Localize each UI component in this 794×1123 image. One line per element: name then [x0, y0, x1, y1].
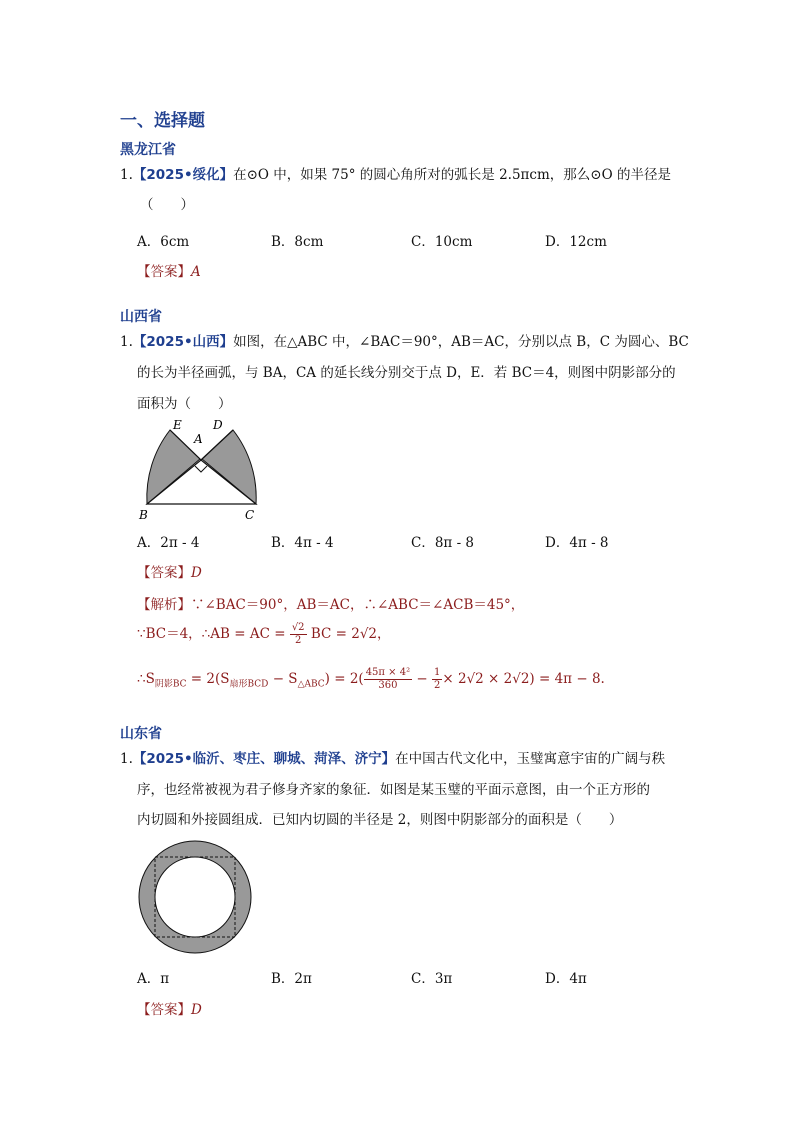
label-b: B — [139, 508, 148, 522]
answer-label: 【答案】 — [137, 1002, 191, 1018]
solution-text: − S — [268, 671, 298, 687]
option-b: B．8cm — [271, 234, 324, 250]
answer-value: A — [191, 264, 201, 280]
question-number: 1. — [120, 751, 133, 767]
option-a: A．2π - 4 — [137, 535, 200, 551]
question-line: 在⊙O 中，如果 75° 的圆心角所对的弧长是 2.5πcm，那么⊙O 的半径是 — [233, 167, 671, 183]
answer-label: 【答案】 — [137, 565, 191, 581]
question-line-2: 的长为半径画弧，与 BA，CA 的延长线分别交于点 D，E．若 BC＝4，则图中阴影部分的 — [137, 365, 676, 381]
label-a: A — [194, 432, 203, 446]
option-a: A．6cm — [137, 234, 190, 250]
solution-text: ∴S — [137, 671, 155, 687]
fraction-numerator: 1 — [434, 667, 441, 678]
fraction — [432, 667, 442, 692]
solution-text: × 2√2 × 2√2) = 4π − 8. — [442, 671, 605, 687]
jade-disc-figure — [136, 838, 254, 956]
answer-shandong — [137, 998, 202, 1018]
answer-label: 【答案】 — [137, 264, 191, 280]
option-c: C．8π - 8 — [411, 535, 475, 551]
fraction-numerator: 45π × 4² — [365, 667, 411, 678]
question-line: 在中国古代文化中，玉璧寓意宇宙的广阔与秩 — [395, 751, 666, 767]
solution-text: ∵∠BAC＝90°，AB＝AC，∴∠ABC＝∠ACB＝45°， — [191, 597, 525, 613]
province-heading-shandong: 山东省 — [120, 726, 162, 742]
triangle-arcs-figure — [130, 415, 270, 525]
question-line-3: 内切圆和外接圆组成．已知内切圆的半径是 2，则图中阴影部分的面积是（ ） — [137, 812, 623, 828]
question-line: 如图，在△ABC 中，∠BAC＝90°，AB＝AC，分别以点 B，C 为圆心、BC — [233, 334, 689, 350]
province-heading-heilongjiang: 黑龙江省 — [120, 142, 176, 158]
fraction-numerator: √2 — [291, 622, 305, 633]
option-b: B．4π - 4 — [271, 535, 334, 551]
section-title: 一、选择题 — [120, 111, 205, 131]
question-number: 1. — [120, 167, 133, 183]
solution-text: − — [412, 671, 432, 687]
question-source: 【2025•绥化】 — [132, 167, 234, 183]
subscript: 阴影BC — [154, 679, 187, 690]
answer-shanxi — [137, 561, 202, 581]
question-shanxi — [120, 327, 689, 357]
solution-line-2 — [137, 622, 391, 647]
fraction-denominator: 2 — [294, 635, 302, 646]
option-c: C．3π — [411, 971, 453, 987]
solution-text: BC = 2√2， — [310, 626, 391, 642]
option-d: D．4π - 8 — [545, 535, 609, 551]
option-d: D．12cm — [545, 234, 607, 250]
solution-line-3 — [137, 667, 605, 692]
option-b: B．2π — [271, 971, 312, 987]
subscript: 扇形BCD — [229, 679, 269, 690]
question-source: 【2025•临沂、枣庄、聊城、菏泽、济宁】 — [132, 751, 396, 767]
fraction-denominator: 360 — [378, 680, 398, 691]
question-shandong — [120, 744, 665, 774]
question-line-3: 面积为（ ） — [137, 396, 232, 412]
province-heading-shanxi: 山西省 — [120, 309, 162, 325]
solution-label: 【解析】 — [137, 597, 191, 613]
label-d: D — [213, 418, 223, 432]
option-a: A．π — [137, 971, 170, 987]
fraction — [290, 622, 307, 647]
question-number: 1. — [120, 334, 133, 350]
option-c: C．10cm — [411, 234, 473, 250]
question-source: 【2025•山西】 — [132, 334, 234, 350]
question-line-2: 序，也经常被视为君子修身齐家的象征．如图是某玉璧的平面示意图，由一个正方形的 — [137, 782, 650, 798]
solution-line-1 — [137, 593, 524, 613]
fraction-denominator: 2 — [434, 680, 441, 691]
answer-value: D — [191, 565, 202, 581]
solution-text: ) = 2( — [324, 671, 364, 687]
question-line-2: （ ） — [140, 197, 194, 213]
question-heilongjiang — [120, 160, 671, 190]
solution-text: ∵BC＝4，∴AB = AC = — [137, 626, 286, 642]
label-c: C — [245, 508, 255, 522]
label-e: E — [173, 418, 182, 432]
answer-heilongjiang — [137, 260, 201, 280]
fraction — [364, 667, 412, 692]
solution-text: = 2(S — [186, 671, 230, 687]
option-d: D．4π — [545, 971, 587, 987]
answer-value: D — [191, 1002, 202, 1018]
subscript: △ABC — [297, 679, 325, 690]
